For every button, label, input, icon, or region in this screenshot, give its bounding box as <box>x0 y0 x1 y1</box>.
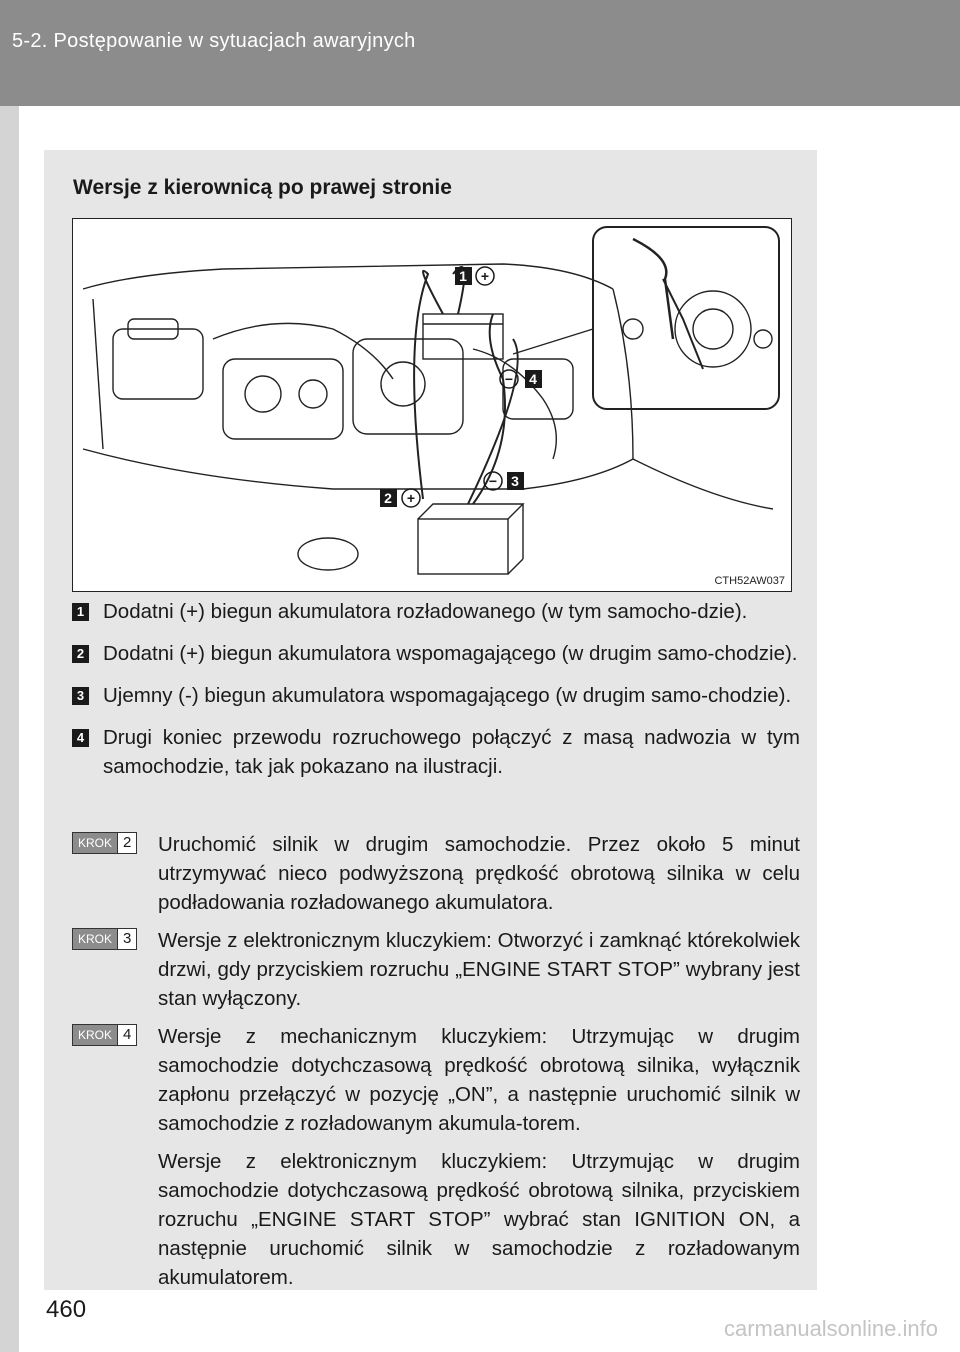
section-title: Wersje z kierownicą po prawej stronie <box>73 176 452 199</box>
step-number: 2 <box>117 833 136 853</box>
page-header <box>0 0 960 106</box>
step-word: KROK <box>73 833 117 853</box>
section-heading: 5-2. Postępowanie w sytuacjach awaryjnych <box>12 30 416 52</box>
svg-text:+: + <box>480 268 490 284</box>
item-text: Ujemny (-) biegun akumulatora wspomagającego (w drugim samo-chodzie). <box>103 684 792 707</box>
step-word: KROK <box>73 1025 117 1045</box>
svg-text:−: − <box>504 371 514 387</box>
step-number: 4 <box>117 1025 136 1045</box>
engine-bay-drawing <box>73 219 791 591</box>
step-badge <box>72 928 137 950</box>
steps-list <box>72 830 800 1301</box>
page-number: 460 <box>46 1296 87 1323</box>
list-item <box>72 639 800 668</box>
item-text: Dodatni (+) biegun akumulatora rozładowanego (w tym samocho-dzie). <box>103 600 748 623</box>
step-text: Wersje z mechanicznym kluczykiem: Utrzymując w drugim samochodzie dotychczasową prędkość obrotową silnika, wyłącznik zapłonu przełączyć w pozycję „ON”, a następnie uruchomić silnik w samochodzie z rozładowanym akumula-torem. <box>158 1025 800 1135</box>
step-badge <box>72 1024 137 1046</box>
step-3 <box>72 926 800 1013</box>
watermark: carmanualsonline.info <box>723 1316 938 1341</box>
callout-num-3: 3 <box>511 473 519 489</box>
callout-num-2: 2 <box>384 490 392 506</box>
callout-num-4: 4 <box>529 371 537 387</box>
step-number: 3 <box>117 929 136 949</box>
step-text: Wersje z elektronicznym kluczykiem: Otworzyć i zamknąć którekolwiek drzwi, gdy przyciskiem rozruchu „ENGINE START STOP” wybrany jest stan wyłączony. <box>158 929 800 1010</box>
item-number-badge: 3 <box>72 687 89 705</box>
list-item <box>72 597 800 626</box>
callout-num-1: 1 <box>459 268 467 284</box>
step-text: Uruchomić silnik w drugim samochodzie. Przez około 5 minut utrzymywać nieco podwyższoną prędkość obrotową silnika w celu podładowania rozładowanego akumulatora. <box>158 833 800 914</box>
step-text: Wersje z elektronicznym kluczykiem: Utrzymując w drugim samochodzie dotychczasową prędkość obrotową silnika, przyciskiem rozruchu „ENGINE START STOP” wybrać stan IGNITION ON, a następnie uruchomić silnik w samochodzie z rozładowanym akumulatorem. <box>158 1150 800 1289</box>
step-badge <box>72 832 137 854</box>
item-text: Drugi koniec przewodu rozruchowego połączyć z masą nadwozia w tym samochodzie, tak jak pokazano na ilustracji. <box>103 726 800 778</box>
item-number-badge: 1 <box>72 603 89 621</box>
step-word: KROK <box>73 929 117 949</box>
figure-code: CTH52AW037 <box>714 575 785 587</box>
side-strip <box>0 106 19 1352</box>
connection-list <box>72 597 800 794</box>
list-item <box>72 681 800 710</box>
list-item <box>72 723 800 781</box>
step-4 <box>72 1022 800 1292</box>
jump-start-illustration <box>72 218 792 592</box>
step-2 <box>72 830 800 917</box>
item-text: Dodatni (+) biegun akumulatora wspomagającego (w drugim samo-chodzie). <box>103 642 798 665</box>
item-number-badge: 4 <box>72 729 89 747</box>
svg-text:+: + <box>406 490 416 506</box>
item-number-badge: 2 <box>72 645 89 663</box>
svg-text:−: − <box>488 473 498 489</box>
